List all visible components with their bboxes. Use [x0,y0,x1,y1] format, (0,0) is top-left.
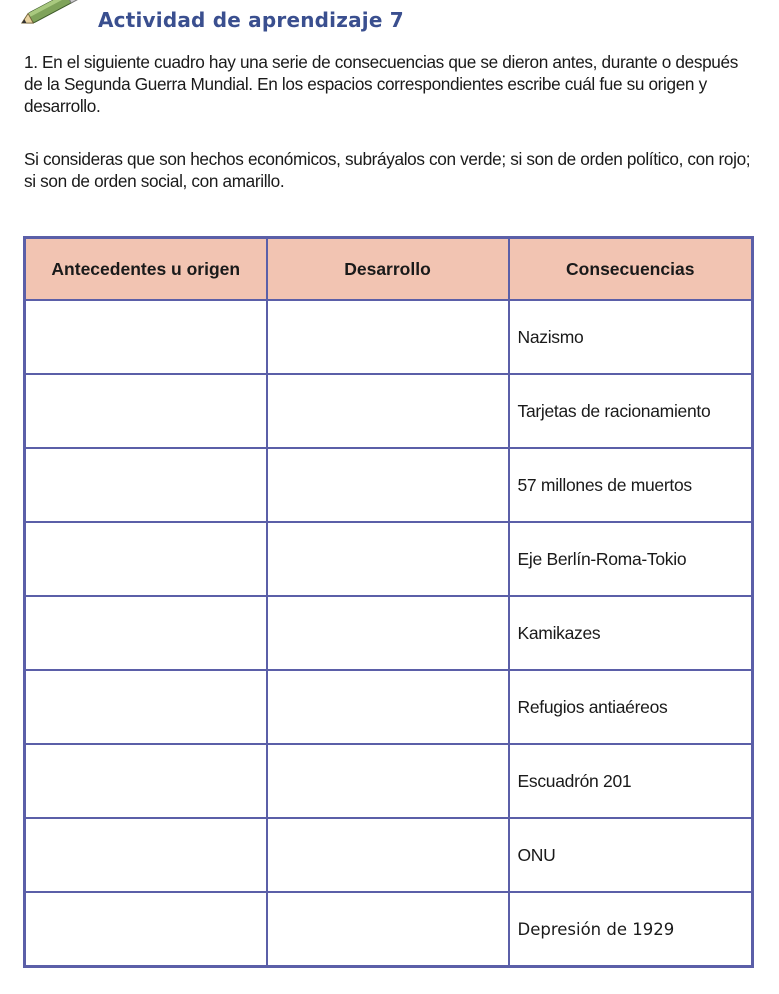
table-row [25,892,753,967]
origin-cell[interactable] [25,448,267,522]
consequence-cell: ONU [509,818,753,892]
origin-cell[interactable] [25,892,267,967]
header-consequences: Consecuencias [509,238,753,301]
development-cell[interactable] [267,892,509,967]
consequence-cell: Tarjetas de racionamiento [509,374,753,448]
origin-cell[interactable] [25,374,267,448]
origin-cell[interactable] [25,596,267,670]
origin-cell[interactable] [25,300,267,374]
consequence-cell: Nazismo [509,300,753,374]
header-origin: Antecedentes u origen [25,238,267,301]
activity-table [23,236,754,968]
table-row [25,670,753,744]
table-row [25,744,753,818]
consequence-cell: Refugios antiaéreos [509,670,753,744]
header-development: Desarrollo [267,238,509,301]
table-row [25,300,753,374]
activity-table-container [23,236,754,968]
development-cell[interactable] [267,300,509,374]
table-row [25,374,753,448]
origin-cell[interactable] [25,670,267,744]
instruction-paragraph-2: Si consideras que son hechos económicos, subráyalos con verde; si son de orden político, con rojo; si son de orden social, con amarillo. [24,149,751,191]
development-cell[interactable] [267,818,509,892]
development-cell[interactable] [267,448,509,522]
development-cell[interactable] [267,744,509,818]
table-header-row [25,238,753,301]
origin-cell[interactable] [25,744,267,818]
consequence-cell: Escuadrón 201 [509,744,753,818]
development-cell[interactable] [267,596,509,670]
origin-cell[interactable] [25,818,267,892]
consequence-cell: Kamikazes [509,596,753,670]
consequence-cell: Depresión de 1929 [509,892,753,967]
development-cell[interactable] [267,522,509,596]
pencil-icon [18,0,88,28]
table-row [25,522,753,596]
table-row [25,818,753,892]
activity-title: Actividad de aprendizaje 7 [98,8,404,32]
consequence-cell: Eje Berlín-Roma-Tokio [509,522,753,596]
table-row [25,596,753,670]
instruction-paragraph-1: 1. En el siguiente cuadro hay una serie de consecuencias que se dieron antes, durante o después de la Segunda Guerra Mundial. En los espacios correspondientes escribe cuál fue su origen y desarrollo. [24,52,738,116]
consequence-cell: 57 millones de muertos [509,448,753,522]
development-cell[interactable] [267,670,509,744]
development-cell[interactable] [267,374,509,448]
table-row [25,448,753,522]
origin-cell[interactable] [25,522,267,596]
